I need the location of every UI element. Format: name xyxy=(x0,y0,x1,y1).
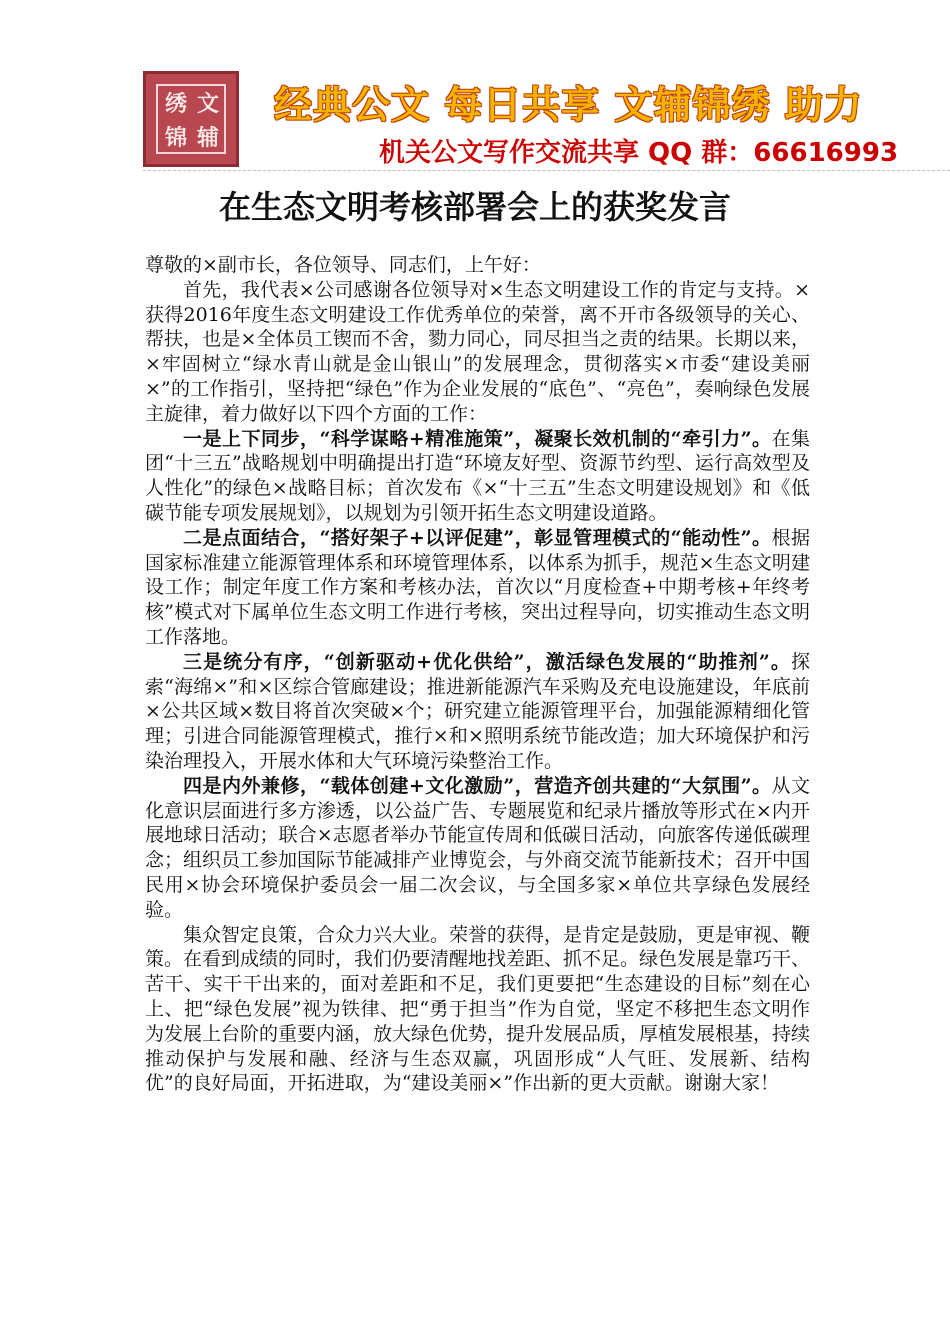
logo-char: 锦 xyxy=(164,125,187,151)
point-body: 在集团“十三五”战略规划中明确提出打造“环境友好型、资源节约型、运行高效型及人性化”的绿色×战略目标；首次发布《×“十三五”生态文明建设规划》和《低碳节能专项发展规划》，以规划为引领开拓生态文明建设道路。 xyxy=(145,427,810,524)
document-title: 在生态文明考核部署会上的获奖发言 xyxy=(218,188,731,226)
closing-paragraph: 集众智定良策，合众力兴大业。荣誉的获得，是肯定是鼓励，更是审视、鞭策。在看到成绩的同时，我们仍要清醒地找差距、抓不足。绿色发展是靠巧干、苦干、实干干出来的，面对差距和不足，我们更要把“生态建设的目标”刻在心上、把“绿色发展”视为铁律、把“勇于担当”作为自觉，坚定不移把生态文明作为发展上台阶的重要内涵，放大绿色优势，提升发展品质，厚植发展根基，持续推动保护与发展和融、经济与生态双赢，巩固形成“人气旺、发展新、结构优”的良好局面，开拓进取，为“建设美丽×”作出新的更大贡献。谢谢大家！ xyxy=(145,923,811,1095)
logo-char: 辅 xyxy=(196,125,219,151)
point-heading: 二是点面结合，“搭好架子+以评促建”，彰显管理模式的“能动性”。 xyxy=(183,526,772,549)
logo-char: 绣 xyxy=(164,91,187,117)
qq-group-line: 机关公文写作交流共享 QQ 群：66616993 xyxy=(379,138,899,168)
header-divider xyxy=(143,170,950,171)
logo-seal xyxy=(143,71,239,167)
point-body: 根据国家标准建立能源管理体系和环境管理体系，以体系为抓手，规范×生态文明建设工作；制定年度工作方案和考核办法，首次以“月度检查+中期考核+年终考核”模式对下属单位生态文明工作进行考核，突出过程导向，切实推动生态文明工作落地。 xyxy=(145,526,810,648)
point-heading: 三是统分有序，“创新驱动+优化供给”，激活绿色发展的“助推剂”。 xyxy=(183,650,791,673)
logo-char: 文 xyxy=(196,91,219,117)
point-body: 从文化意识层面进行多方渗透，以公益广告、专题展览和纪录片播放等形式在×内开展地球日活动；联合×志愿者举办节能宣传周和低碳日活动，向旅客传递低碳理念；组织员工参加国际节能减排产业博览会，与外商交流节能新技术；召开中国民用×协会环境保护委员会一届二次会议，与全国多家×单位共享绿色发展经验。 xyxy=(145,774,811,921)
point-paragraph xyxy=(145,526,810,650)
point-heading: 四是内外兼修，“载体创建+文化激励”，营造齐创共建的“大氛围”。 xyxy=(183,774,772,797)
point-heading: 一是上下同步，“科学谋略+精准施策”，凝聚长效机制的“牵引力”。 xyxy=(183,427,772,450)
header-banner xyxy=(143,68,950,170)
intro-paragraph: 首先，我代表×公司感谢各位领导对×生态文明建设工作的肯定与支持。×获得2016年度生态文明建设工作优秀单位的荣誉，离不开市各级领导的关心、帮扶，也是×全体员工锲而不舍，勠力同心，同尽担当之责的结果。长期以来，×牢固树立“绿水青山就是金山银山”的发展理念，贯彻落实×市委“建设美丽×”的工作指引，坚持把“绿色”作为企业发展的“底色”、“亮色”，奏响绿色发展主旋律，着力做好以下四个方面的工作： xyxy=(145,278,810,425)
point-body: 探索“海绵×”和×区综合管廊建设；推进新能源汽车采购及充电设施建设，年底前×公共区域×数目将首次突破×个；研究建立能源管理平台，加强能源精细化管理；引进合同能源管理模式，推行×和×照明系统节能改造；加大环境保护和污染治理投入，开展水体和大气环境污染整治工作。 xyxy=(145,650,810,772)
banner-slogan: 经典公文 每日共享 文辅锦绣 助力 xyxy=(274,83,863,127)
point-paragraph xyxy=(145,774,810,923)
point-paragraph xyxy=(145,427,810,526)
salutation: 尊敬的×副市长，各位领导、同志们，上午好： xyxy=(145,254,541,276)
document-body xyxy=(145,253,810,1096)
point-paragraph xyxy=(145,650,810,774)
